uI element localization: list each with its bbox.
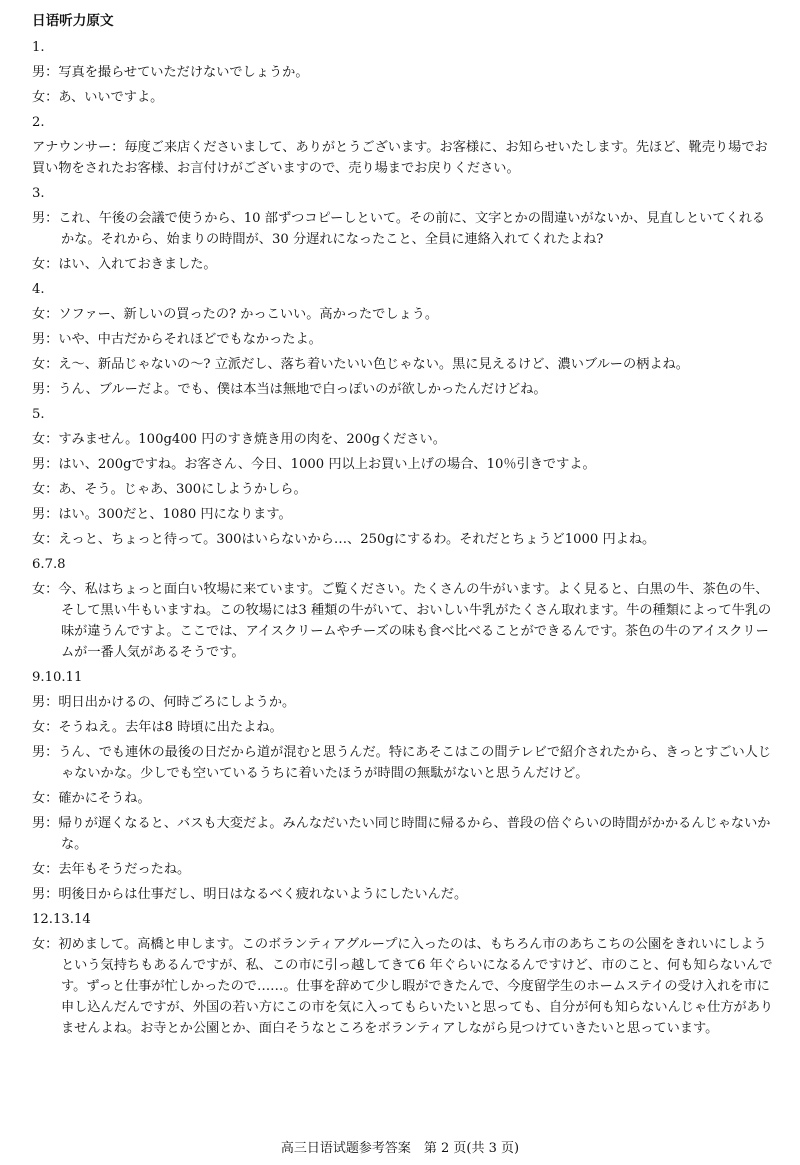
dialogue-text: あ、そう。じゃあ、300にしようかしら。 bbox=[58, 482, 307, 497]
page-footer: 高三日语试题参考答案 第 2 页(共 3 页) bbox=[280, 1141, 520, 1156]
speaker-label: アナウンサー： bbox=[32, 140, 125, 155]
dialogue-text: え～、新品じゃないの～? 立派だし、落ち着いたいい色じゃない。黒に見えるけど、濃いブルーの柄よね。 bbox=[58, 357, 689, 372]
dialogue-line bbox=[32, 429, 778, 450]
dialogue-line bbox=[32, 504, 778, 525]
dialogue-text: 明後日からは仕事だし、明日はなるべく疲れないようにしたいんだ。 bbox=[58, 887, 468, 902]
speaker-label: 女： bbox=[32, 937, 59, 952]
question-number: 12.13.14 bbox=[32, 912, 91, 927]
dialogue-text: すみません。100g400 円のすき焼き用の肉を、200gください。 bbox=[58, 432, 446, 447]
dialogue-line bbox=[32, 788, 778, 809]
speaker-label: 女： bbox=[32, 257, 59, 272]
dialogue-line bbox=[32, 742, 778, 784]
speaker-label: 男： bbox=[32, 65, 59, 80]
dialogue-line bbox=[32, 137, 778, 179]
dialogue-text: 明日出かけるの、何時ごろにしようか。 bbox=[58, 695, 296, 710]
dialogue-text: 去年もそうだったね。 bbox=[58, 862, 191, 877]
dialogue-text: うん、でも連休の最後の日だから道が混むと思うんだ。特にあそこはこの間テレビで紹介されたから、きっとすごい人じゃないかな。少しでも空いているうちに着いたほうが時間の無駄がないと思うんだけど。 bbox=[58, 745, 772, 781]
speaker-label: 女： bbox=[32, 307, 59, 322]
dialogue-line bbox=[32, 934, 778, 1039]
dialogue-text: ソファー、新しいの買ったの? かっこいい。高かったでしょう。 bbox=[58, 307, 439, 322]
speaker-label: 男： bbox=[32, 695, 59, 710]
dialogue-line bbox=[32, 379, 778, 400]
question-number: 6.7.8 bbox=[32, 557, 66, 572]
question-number: 4. bbox=[32, 282, 45, 297]
dialogue-line bbox=[32, 304, 778, 325]
speaker-label: 男： bbox=[32, 507, 59, 522]
dialogue-line bbox=[32, 717, 778, 738]
dialogue-text: 今、私はちょっと面白い牧場に来ています。ご覧ください。たくさんの牛がいます。よく見ると、白黒の牛、茶色の牛、そして黒い牛もいますね。この牧場には3 種類の牛がいて、おいしい牛乳がたくさん取れます。牛の種類によって牛乳の味が違うんですよ。ここでは、アイスクリームやチーズの味も食べ比べることができるんです。茶色の牛のアイスクリームが一番人気があるそうです。 bbox=[58, 582, 772, 660]
speaker-label: 女： bbox=[32, 791, 59, 806]
dialogue-text: 初めまして。高橋と申します。このボランティアグループに入ったのは、もちろん市のあちこちの公園をきれいにしようという気持ちもあるんですが、私、この市に引っ越してきて6 年ぐらいになるんですけど、市のこと、何も知らないんです。ずっと仕事が忙しかったので……。仕事を辞めて少し暇ができたんで、今度留学生のホームステイの受け入れを市に申し込んだんですが、外国の若い方にこの市を気に入ってもらいたいと思っても、自分が何も知らないんじゃ仕方がありませんよね。お寺とか公園とか、面白そうなところをボランティアしながら見つけていきたいと思っています。 bbox=[58, 937, 774, 1036]
dialogue-text: いや、中古だからそれほどでもなかったよ。 bbox=[58, 332, 322, 347]
speaker-label: 男： bbox=[32, 332, 59, 347]
document-title: 日语听力原文 bbox=[32, 13, 114, 29]
dialogue-line bbox=[32, 579, 778, 663]
dialogue-line bbox=[32, 479, 778, 500]
dialogue-text: えっと、ちょっと待って。300はいらないから…、250gにするわ。それだとちょうど1000 円よね。 bbox=[58, 532, 656, 547]
dialogue-line bbox=[32, 354, 778, 375]
transcript-body bbox=[32, 38, 778, 1039]
dialogue-line bbox=[32, 813, 778, 855]
question-number: 1. bbox=[32, 40, 45, 55]
dialogue-line bbox=[32, 87, 778, 108]
dialogue-text: そうねえ。去年は8 時頃に出たよね。 bbox=[58, 720, 283, 735]
speaker-label: 女： bbox=[32, 357, 59, 372]
dialogue-text: 帰りが遅くなると、バスも大変だよ。みんなだいたい同じ時間に帰るから、普段の倍ぐらいの時間がかかるんじゃないかな。 bbox=[58, 816, 771, 852]
dialogue-line bbox=[32, 329, 778, 350]
question-number: 2. bbox=[32, 115, 45, 130]
question-number: 3. bbox=[32, 186, 45, 201]
speaker-label: 男： bbox=[32, 457, 59, 472]
dialogue-text: はい、入れておきました。 bbox=[58, 257, 217, 272]
speaker-label: 女： bbox=[32, 582, 59, 597]
speaker-label: 女： bbox=[32, 482, 59, 497]
dialogue-line bbox=[32, 454, 778, 475]
speaker-label: 女： bbox=[32, 720, 59, 735]
speaker-label: 男： bbox=[32, 887, 59, 902]
speaker-label: 女： bbox=[32, 432, 59, 447]
dialogue-text: あ、いいですよ。 bbox=[58, 90, 164, 105]
dialogue-text: これ、午後の会議で使うから、10 部ずつコピーしといて。その前に、文字とかの間違いがないか、見直しといてくれるかな。それから、始まりの時間が、30 分遅れになったこと、全員に連絡入れてくれたよね? bbox=[58, 211, 766, 247]
dialogue-line bbox=[32, 884, 778, 905]
dialogue-line bbox=[32, 208, 778, 250]
speaker-label: 男： bbox=[32, 745, 59, 760]
speaker-label: 女： bbox=[32, 532, 59, 547]
dialogue-text: 写真を撮らせていただけないでしょうか。 bbox=[58, 65, 309, 80]
dialogue-line bbox=[32, 859, 778, 880]
dialogue-text: うん、ブルーだよ。でも、僕は本当は無地で白っぽいのが欲しかったんだけどね。 bbox=[58, 382, 547, 397]
speaker-label: 女： bbox=[32, 90, 59, 105]
question-number: 5. bbox=[32, 407, 45, 422]
dialogue-text: はい。300だと、1080 円になります。 bbox=[58, 507, 292, 522]
dialogue-text: 確かにそうね。 bbox=[58, 791, 151, 806]
dialogue-line bbox=[32, 254, 778, 275]
dialogue-line bbox=[32, 529, 778, 550]
speaker-label: 男： bbox=[32, 382, 59, 397]
speaker-label: 男： bbox=[32, 816, 59, 831]
dialogue-line bbox=[32, 62, 778, 83]
question-number: 9.10.11 bbox=[32, 670, 83, 685]
speaker-label: 女： bbox=[32, 862, 59, 877]
dialogue-line bbox=[32, 692, 778, 713]
dialogue-text: 毎度ご来店くださいまして、ありがとうございます。お客様に、お知らせいたします。先ほど、靴売り場でお買い物をされたお客様、お言付けがございますので、売り場までお戻りください。 bbox=[32, 140, 768, 176]
speaker-label: 男： bbox=[32, 211, 59, 226]
dialogue-text: はい、200gですね。お客さん、今日、1000 円以上お買い上げの場合、10％引きですよ。 bbox=[58, 457, 596, 472]
